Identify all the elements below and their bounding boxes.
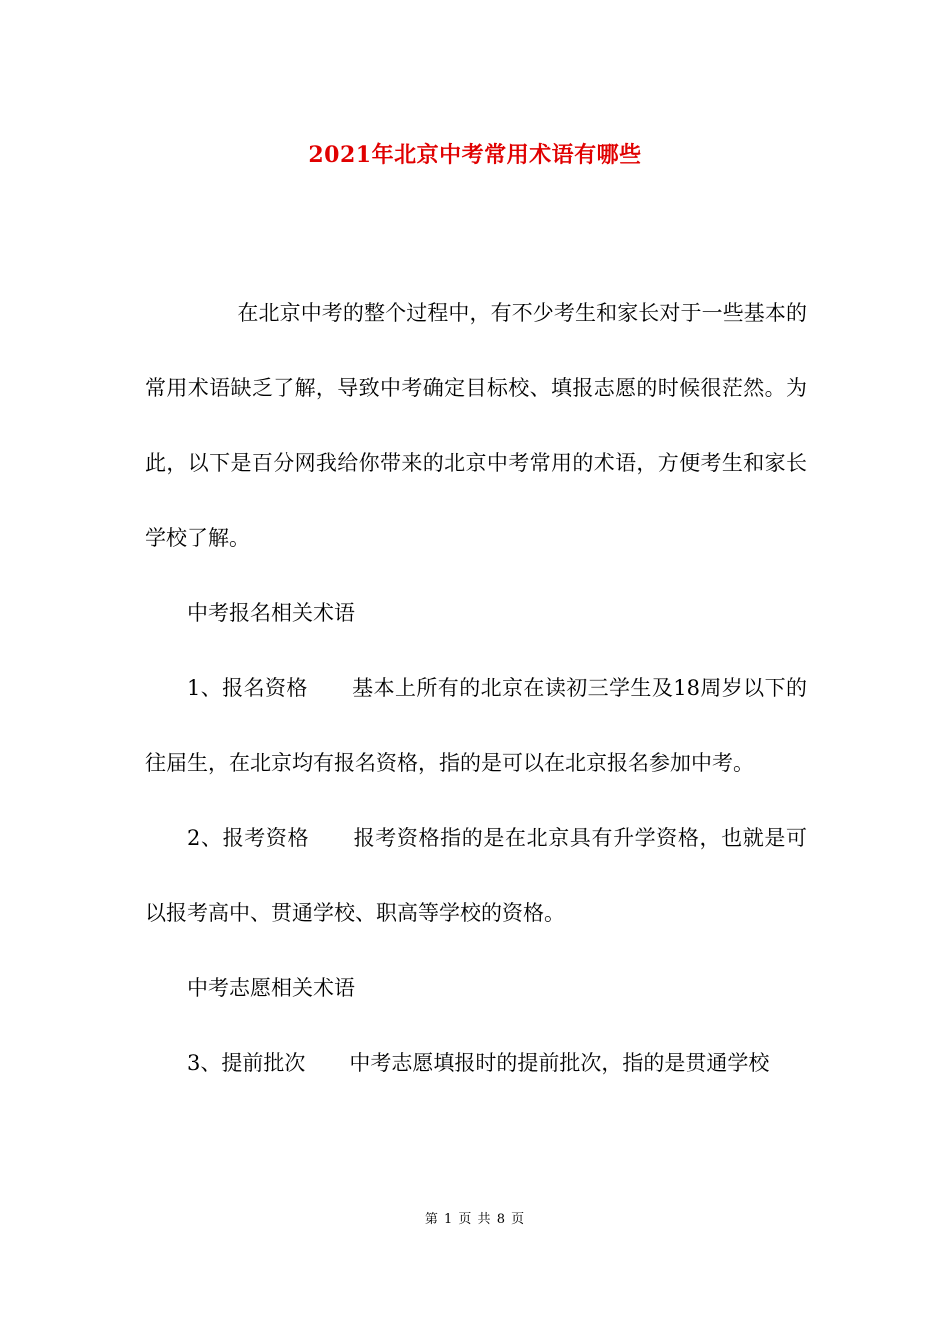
term-description: 基本上所有的北京在读初三学生及18周岁以下的往届生，在北京均有报名资格，指的是可以在北京报名参加中考。 <box>145 676 807 775</box>
term-label: 1、报名资格 <box>187 676 308 700</box>
term-description: 中考志愿填报时的提前批次，指的是贯通学校 <box>349 1051 770 1075</box>
document-title: 2021年北京中考常用术语有哪些 <box>308 142 642 168</box>
section-heading-registration: 中考报名相关术语 <box>187 601 355 625</box>
page-number: 第 1 页 共 8 页 <box>424 1212 526 1227</box>
term-label: 2、报考资格 <box>187 826 310 850</box>
section-heading-application: 中考志愿相关术语 <box>187 976 355 1000</box>
intro-paragraph: 在北京中考的整个过程中，有不少考生和家长对于一些基本的常用术语缺乏了解，导致中考确定目标校、填报志愿的时候很茫然。为此，以下是百分网我给你带来的北京中考常用的术语，方便考生和家长学校了解。 <box>145 301 807 550</box>
document-body <box>145 276 807 1101</box>
term-item-2 <box>145 801 807 951</box>
term-item-3 <box>145 1026 807 1101</box>
term-item-1 <box>145 651 807 801</box>
term-description: 报考资格指的是在北京具有升学资格，也就是可以报考高中、贯通学校、职高等学校的资格。 <box>145 826 807 925</box>
term-label: 3、提前批次 <box>187 1051 306 1075</box>
